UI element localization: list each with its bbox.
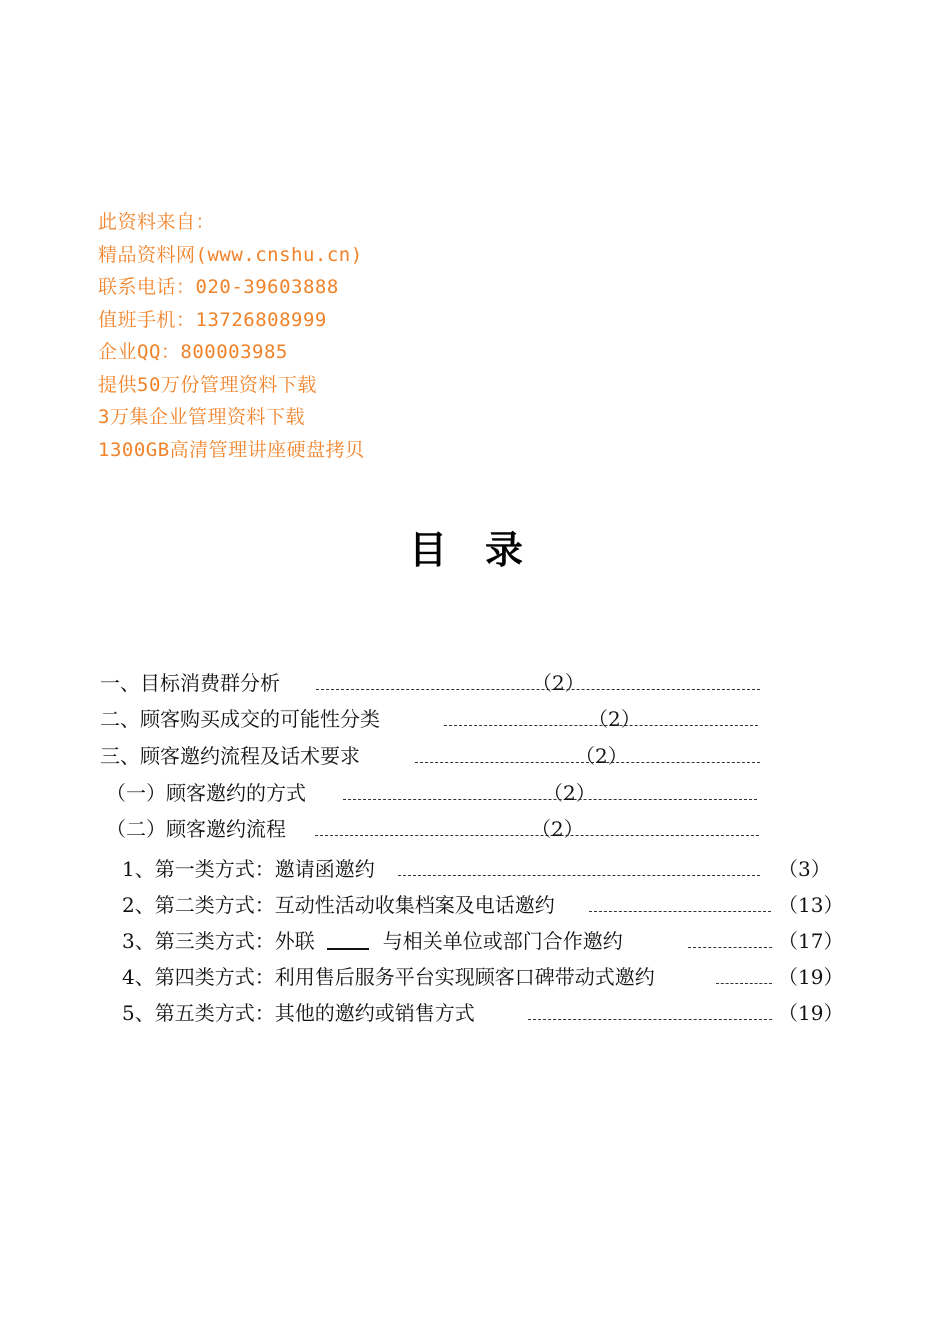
toc-entry-label: 一、目标消费群分析 [100,671,280,695]
toc-entry-label: （二）顾客邀约流程 [106,817,286,841]
source-line: 1300GB高清管理讲座硬盘拷贝 [98,438,365,461]
toc-entry-label: 2、第二类方式：互动性活动收集档案及电话邀约 [122,893,555,917]
toc-entry-page: （3） [778,857,831,881]
toc-entry-label [122,926,623,956]
toc-title: 目录 [408,528,561,572]
toc-entry[interactable] [122,962,842,992]
toc-leader [589,911,771,912]
source-line: 企业QQ：800003985 [98,341,288,363]
toc-entry-page: （2） [531,817,584,841]
toc-entry-page: （19） [778,965,844,989]
source-line: 此资料来自： [98,211,216,233]
toc-entry[interactable] [122,890,842,920]
toc-entry-page: （2） [532,671,585,695]
blank-line [327,926,369,950]
toc-entry[interactable] [122,926,842,956]
toc-entry[interactable] [100,704,770,734]
toc-entry-page: （13） [778,893,844,917]
source-line: 值班手机：13726808999 [98,308,327,331]
toc-entry-label: （一）顾客邀约的方式 [106,781,306,805]
toc-entry-page: （17） [778,929,844,953]
source-line: 精品资料网(www.cnshu.cn) [98,243,363,266]
toc-entry-label: 5、第五类方式：其他的邀约或销售方式 [122,1001,475,1025]
toc-leader [398,875,760,876]
toc-entry[interactable] [122,998,842,1028]
toc-entry[interactable] [122,854,842,884]
toc-leader [528,1019,772,1020]
toc-entry[interactable] [100,668,770,698]
toc-entry-label: 二、顾客购买成交的可能性分类 [100,707,380,731]
toc-entry-label-part: 3、第三类方式：外联 [122,929,315,953]
source-line: 3万集企业管理资料下载 [98,406,305,428]
toc-entry-page: （2） [588,707,641,731]
toc-entry[interactable] [100,741,770,771]
toc-entry-label-part: 与相关单位或部门合作邀约 [382,929,623,953]
toc-leader [688,947,772,948]
source-line: 联系电话：020-39603888 [98,276,339,298]
toc-entry-label: 4、第四类方式：利用售后服务平台实现顾客口碑带动式邀约 [122,965,655,989]
toc-entry[interactable] [100,814,770,844]
toc-entry-page: （2） [575,744,628,768]
toc-entry-page: （19） [778,1001,844,1025]
source-line: 提供50万份管理资料下载 [98,373,317,396]
toc-entry-label: 三、顾客邀约流程及话术要求 [100,744,360,768]
toc-entry-page: （2） [543,781,596,805]
toc-entry[interactable] [100,778,770,808]
source-info-block [98,206,518,466]
toc-leader [716,983,772,984]
toc-entry-label: 1、第一类方式：邀请函邀约 [122,857,375,881]
